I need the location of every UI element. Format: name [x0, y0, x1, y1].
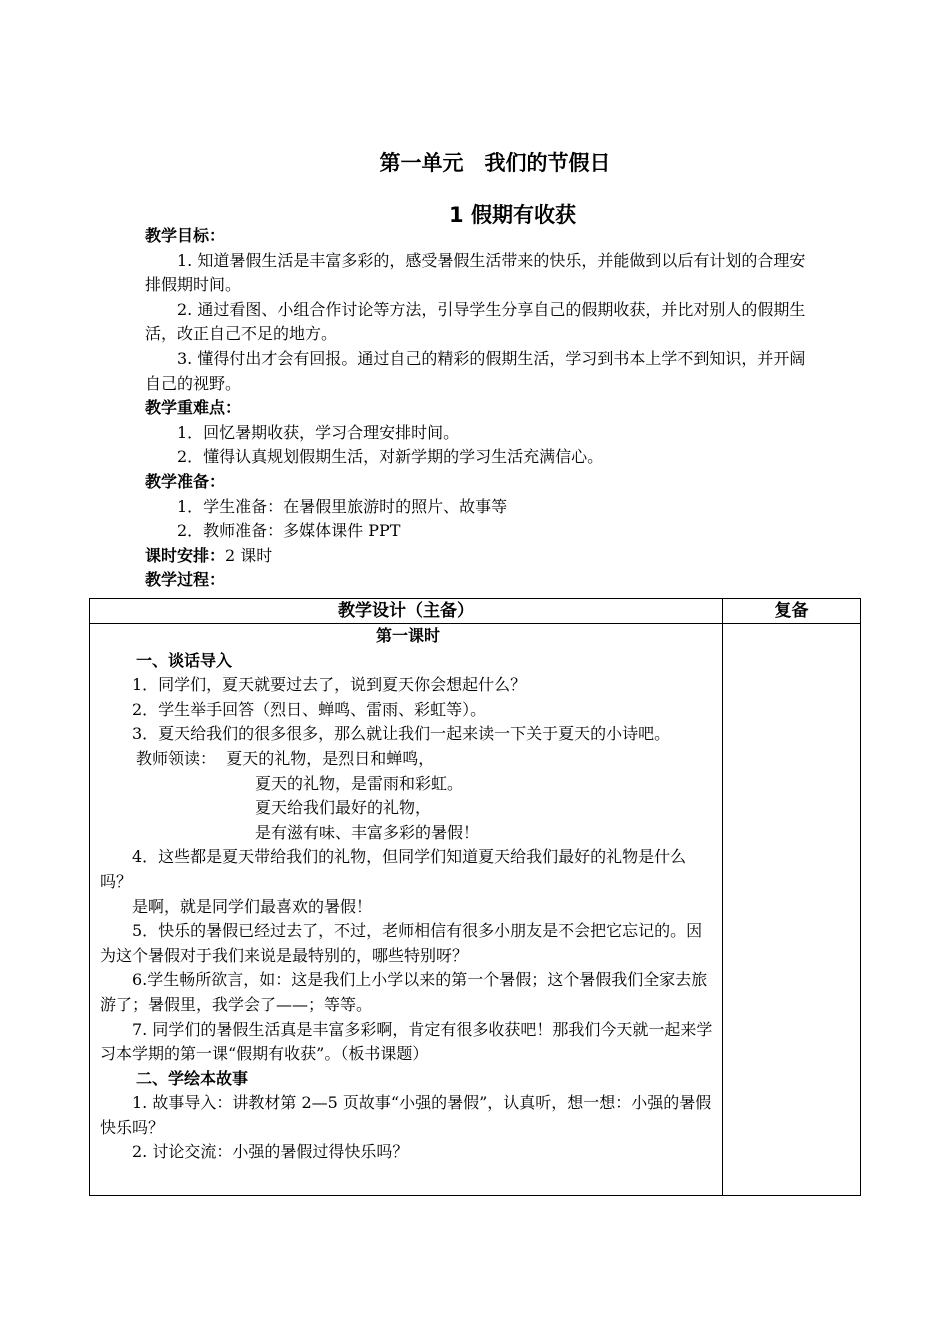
preparation-heading: 教学准备：: [145, 471, 226, 491]
step-item: 5．快乐的暑假已经过去了，不过，老师相信有很多小朋友是不会把它忘记的。因为这个暑假对于我们来说是最特别的，哪些特别呀？: [100, 921, 703, 965]
schedule-label: 课时安排：: [145, 545, 226, 565]
table-header-row: [90, 599, 861, 624]
poem-line: 教师领读： 夏天的礼物，是烈日和蝉鸣，: [136, 748, 435, 768]
step-item: 4．这些都是夏天带给我们的礼物，但同学们知道夏天给我们最好的礼物是什么吗？: [100, 847, 687, 891]
poem-line: 是有滋有味、丰富多彩的暑假！: [255, 822, 480, 842]
step-item: 是啊，就是同学们最喜欢的暑假！: [132, 896, 373, 916]
design-cell: [90, 624, 723, 1196]
lesson-intro: [145, 224, 810, 593]
lesson-title: 1 假期有收获: [449, 203, 576, 227]
preparation-item: 1．学生准备：在暑假里旅游时的照片、故事等: [177, 496, 508, 516]
schedule-value: 2 课时: [225, 545, 273, 565]
table-body-row: [90, 624, 861, 1196]
key-point-item: 2．懂得认真规划假期生活，对新学期的学习生活充满信心。: [177, 447, 604, 467]
key-points-heading: 教学重难点：: [145, 398, 242, 418]
review-cell: [723, 624, 861, 1196]
step-item: 2．学生举手回答（烈日、蝉鸣、雷雨、彩虹等）。: [132, 699, 487, 719]
step-item: 1. 故事导入：讲教材第 2—5 页故事“小强的暑假”，认真听，想一想：小强的暑假快乐吗？: [100, 1093, 712, 1137]
poem-line: 夏天给我们最好的礼物，: [255, 798, 432, 818]
poem-line: 夏天的礼物，是雷雨和彩虹。: [255, 773, 464, 793]
design-column-header: 教学设计（主备）: [90, 599, 723, 624]
key-point-item: 1．回忆暑期收获，学习合理安排时间。: [177, 422, 460, 442]
objectives-heading: 教学目标：: [145, 226, 226, 245]
period-title: 第一课时: [375, 626, 440, 645]
objective-item: 2. 通过看图、小组合作讨论等方法，引导学生分享自己的假期收获，并比对别人的假期生活，改正自己不足的地方。: [145, 299, 806, 344]
section-heading: 一、谈话导入: [136, 650, 233, 670]
step-item: 3．夏天给我们的很多很多，那么就让我们一起来读一下关于夏天的小诗吧。: [132, 724, 671, 744]
step-item: 1．同学们，夏天就要过去了，说到夏天你会想起什么？: [132, 675, 527, 695]
section-heading: 二、学绘本故事: [136, 1068, 249, 1088]
step-item: 6.学生畅所欲言，如：这是我们上小学以来的第一个暑假；这个暑假我们全家去旅游了；暑假里，我学会了——；等等。: [100, 970, 708, 1014]
teaching-design-table: [89, 598, 861, 1196]
unit-title: 第一单元 我们的节假日: [379, 151, 611, 175]
objective-item: 1. 知道暑假生活是丰富多彩的，感受暑假生活带来的快乐，并能做到以后有计划的合理安排假期时间。: [145, 250, 806, 295]
preparation-item: 2．教师准备：多媒体课件 PPT: [177, 521, 401, 541]
step-item: 7. 同学们的暑假生活真是丰富多彩啊，肯定有很多收获吧！那我们今天就一起来学习本学期的第一课“假期有收获”。（板书课题）: [100, 1019, 713, 1064]
review-column-header: 复备: [723, 599, 861, 624]
poem-label: 教师领读：: [136, 748, 217, 768]
process-heading: 教学过程：: [145, 570, 226, 590]
schedule-line: [145, 544, 810, 569]
step-item: 2. 讨论交流：小强的暑假过得快乐吗？: [132, 1142, 409, 1162]
objective-item: 3. 懂得付出才会有回报。通过自己的精彩的假期生活，学习到书本上学不到知识，并开阔自己的视野。: [145, 348, 806, 393]
